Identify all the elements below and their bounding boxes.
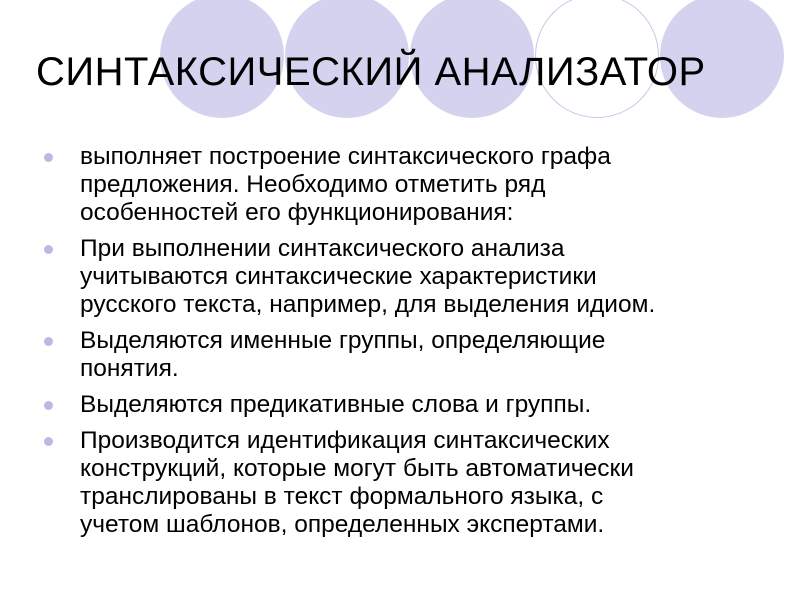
bullet-dot-icon bbox=[44, 153, 53, 162]
bullet-text: Выделяются именные группы, определяющие понятия. bbox=[80, 327, 606, 382]
bullet-item bbox=[44, 327, 734, 383]
bullet-dot-icon bbox=[44, 245, 53, 254]
bullet-item bbox=[44, 143, 734, 227]
bullet-item bbox=[44, 427, 734, 539]
bullet-dot-icon bbox=[44, 337, 53, 346]
bullet-item bbox=[44, 391, 734, 419]
slide-title: СИНТАКСИЧЕСКИЙ АНАЛИЗАТОР bbox=[36, 50, 706, 94]
bullet-dot-icon bbox=[44, 437, 53, 446]
bullet-text: Выделяются предикативные слова и группы. bbox=[80, 391, 592, 418]
bullet-item bbox=[44, 235, 734, 319]
bullet-text: При выполнении синтаксического анализа учитываются синтаксические характеристики русского текста, например, для выделения идиом. bbox=[80, 235, 656, 318]
bullet-text: Производится идентификация синтаксических конструкций, которые могут быть автоматически транслированы в текст формального языка, с учетом шаблонов, определенных экспертами. bbox=[80, 427, 634, 538]
bullet-dot-icon bbox=[44, 401, 53, 410]
bullet-text: выполняет построение синтаксического графа предложения. Необходимо отметить ряд особенностей его функционирования: bbox=[80, 143, 611, 226]
bullet-list bbox=[44, 143, 734, 547]
